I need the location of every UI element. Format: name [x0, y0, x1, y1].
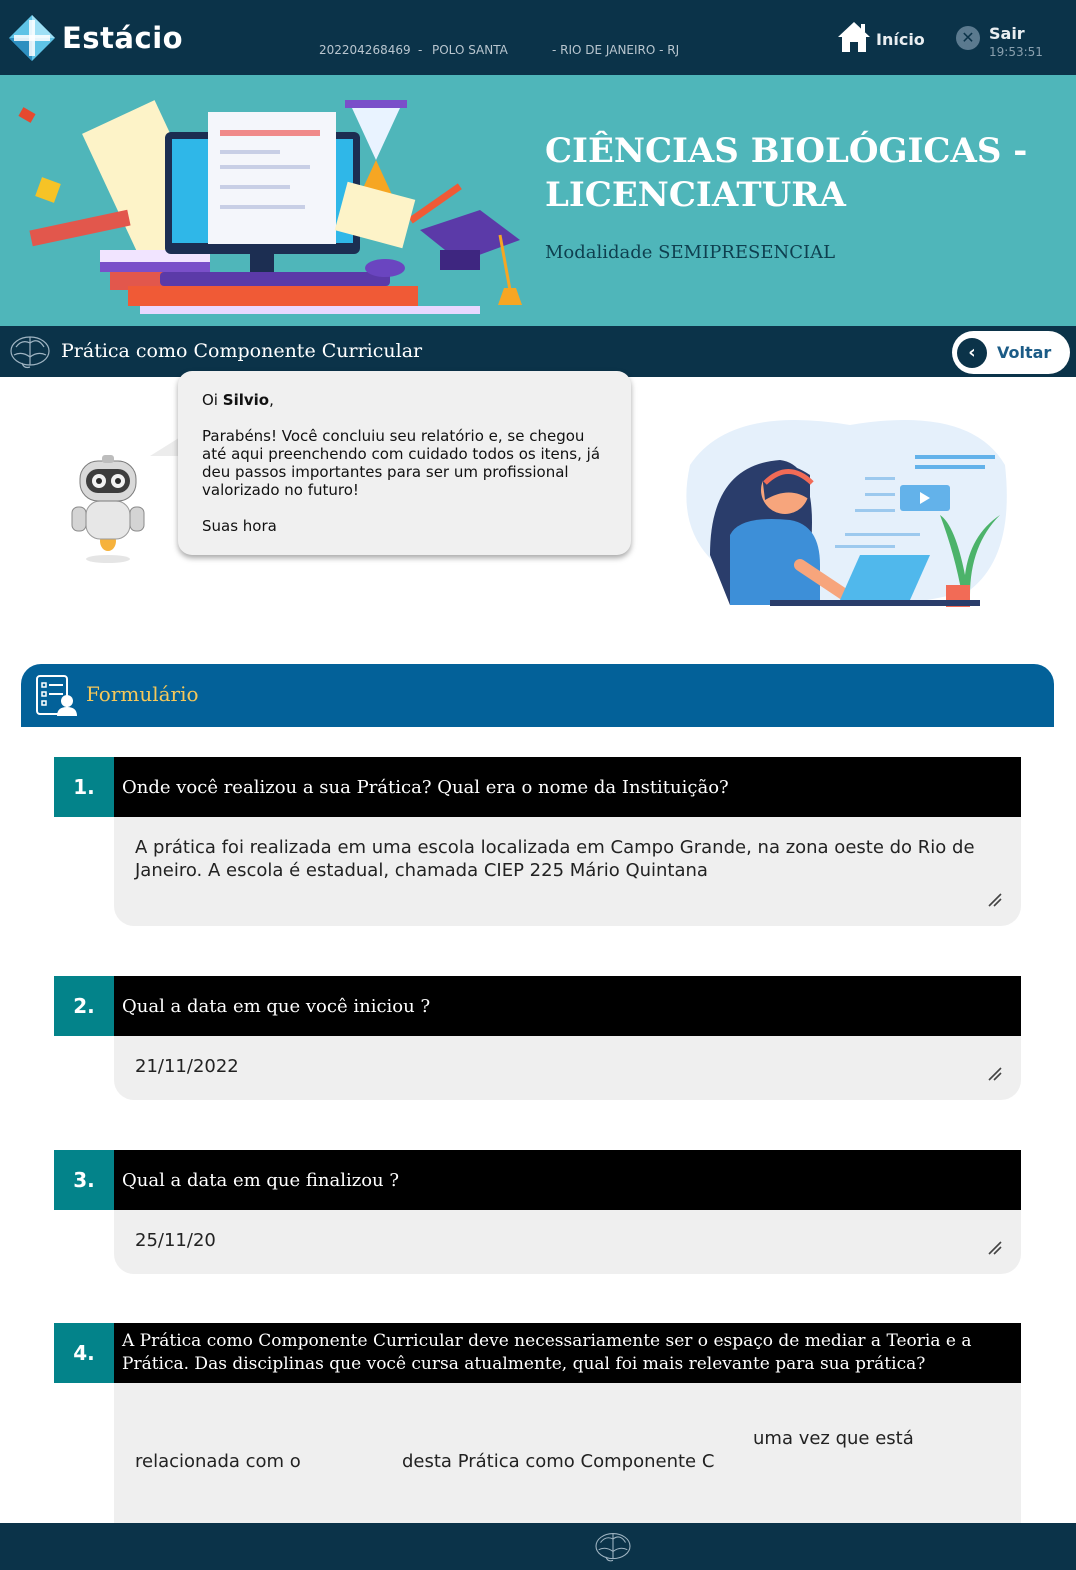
close-circle-icon: ✕: [956, 26, 980, 50]
answer-fragment-4a: uma vez que está: [753, 1428, 914, 1449]
answer-text-3: 25/11/20: [135, 1230, 216, 1251]
bubble-hours: Suas hora: [202, 517, 277, 535]
session-clock: 19:53:51: [989, 45, 1043, 59]
answer-text-1: A prática foi realizada em uma escola localizada em Campo Grande, na zona oeste do Rio de Janeiro. A escola é estadual, chamada CIEP 225 Mário Quintana: [135, 837, 975, 881]
student-laptop-illustration: [670, 405, 1015, 620]
top-bar: [0, 0, 1076, 75]
answer-fragment-4b: relacionada com o: [135, 1451, 301, 1472]
resize-handle-icon[interactable]: [986, 891, 1004, 909]
form-header: [21, 664, 1054, 727]
header-separator: -: [418, 43, 423, 57]
question-number-2: 2.: [54, 976, 114, 1036]
exit-label: Sair: [989, 24, 1025, 43]
study-desk-illustration: [10, 90, 530, 325]
estacio-logo-icon: [8, 14, 56, 62]
exit-link[interactable]: [956, 24, 1043, 59]
bubble-message: Parabéns! Você concluiu seu relatório e, se chegou até aqui preenchendo com cuidado todos os itens, já deu passos importantes para ser um profissional valorizado no futuro!: [202, 427, 601, 499]
brain-icon: [8, 333, 52, 371]
polo-location: - RIO DE JANEIRO - RJ: [552, 43, 680, 57]
course-hero-banner: [0, 75, 1076, 326]
home-label: Início: [876, 29, 925, 49]
user-name: Silvio: [222, 391, 270, 409]
greeting-text: Oi: [202, 391, 218, 409]
footer-bar: [0, 1523, 1076, 1570]
back-button-label: Voltar: [997, 343, 1052, 362]
question-text-1: Onde você realizou a sua Prática? Qual era o nome da Instituição?: [114, 757, 1021, 817]
home-link[interactable]: [836, 20, 925, 54]
polo-name: POLO SANTA: [432, 43, 508, 57]
answer-text-2: 21/11/2022: [135, 1056, 239, 1077]
greeting-comma: ,: [269, 391, 274, 409]
form-checklist-icon: [35, 674, 79, 718]
brand-logo[interactable]: [8, 14, 183, 62]
brain-icon: [593, 1530, 633, 1564]
brand-name: Estácio: [62, 21, 184, 55]
question-number-3: 3.: [54, 1150, 114, 1210]
question-number-1: 1.: [54, 757, 114, 817]
section-title: Prática como Componente Curricular: [61, 340, 423, 362]
question-number-4: 4.: [54, 1323, 114, 1383]
form-title: Formulário: [86, 682, 199, 706]
course-modality: Modalidade SEMIPRESENCIAL: [545, 242, 836, 263]
answer-fragment-4c: desta Prática como Componente C: [402, 1451, 715, 1472]
robot-mascot-icon: [68, 455, 150, 565]
answer-field-2[interactable]: [114, 1036, 1021, 1100]
question-text-2: Qual a data em que você iniciou ?: [114, 976, 1021, 1036]
bubble-greeting-line: [202, 391, 607, 409]
question-text-4: A Prática como Componente Curricular deve necessariamente ser o espaço de mediar a Teoria e a Prática. Das disciplinas que você cursa atualmente, qual foi mais relevante para sua prática?: [114, 1323, 1021, 1383]
resize-handle-icon[interactable]: [986, 1065, 1004, 1083]
course-title: CIÊNCIAS BIOLÓGICAS - LICENCIATURA: [545, 131, 1028, 215]
answer-field-3[interactable]: [114, 1210, 1021, 1274]
speech-bubble: [178, 371, 631, 555]
section-bar: [0, 326, 1076, 377]
home-icon: [836, 20, 872, 54]
enrollment-number: 202204268469: [319, 43, 411, 57]
back-button[interactable]: [952, 331, 1070, 374]
answer-field-1[interactable]: [114, 817, 1021, 926]
question-text-3: Qual a data em que finalizou ?: [114, 1150, 1021, 1210]
chevron-left-icon: ‹: [957, 338, 987, 368]
resize-handle-icon[interactable]: [986, 1239, 1004, 1257]
